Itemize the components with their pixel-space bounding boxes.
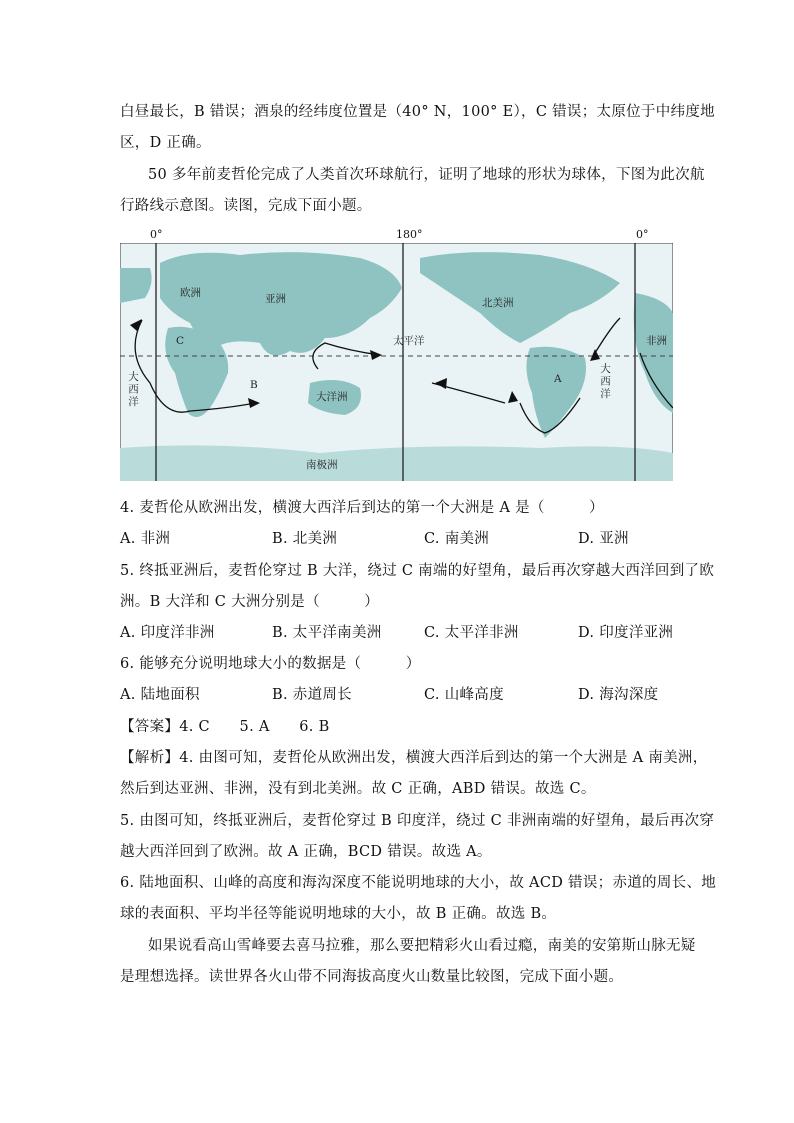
q5-option-b: B. 太平洋南美洲 (272, 625, 382, 641)
next-question-intro: 是理想选择。读世界各火山带不同海拔高度火山数量比较图，完成下面小题。 (120, 969, 624, 985)
q5-option-d: D. 印度洋亚洲 (578, 625, 674, 641)
map-label-a: A (554, 373, 562, 385)
q4-option-c: C. 南美洲 (424, 531, 490, 547)
q4-option-a: A. 非洲 (120, 531, 171, 547)
q5-option-c: C. 太平洋非洲 (424, 625, 519, 641)
q4-option-d: D. 亚洲 (578, 531, 629, 547)
q6-option-c: C. 山峰高度 (424, 687, 504, 703)
map-label-atlantic-left: 大西洋 (127, 371, 139, 409)
analysis-line: 6. 陆地面积、山峰的高度和海沟深度不能说明地球的大小，故 ACD 错误；赤道的周长、地 (120, 875, 717, 891)
analysis-line: 越大西洋回到了欧洲。故 A 正确，BCD 错误。故选 A。 (120, 844, 492, 860)
analysis-line: 【解析】4. 由图可知，麦哲伦从欧洲出发，横渡大西洋后到达的第一个大洲是 A 南美洲， (120, 750, 708, 766)
map-label-pacific: 太平洋 (393, 335, 425, 347)
map-label-europe: 欧洲 (180, 287, 201, 299)
question-5: 5. 终抵亚洲后，麦哲伦穿过 B 大洋，绕过 C 南端的好望角，最后再次穿越大西洋回到了欧 (120, 563, 715, 579)
q5-option-a: A. 印度洋非洲 (120, 625, 215, 641)
question-intro: 50 多年前麦哲伦完成了人类首次环球航行，证明了地球的形状为球体，下图为此次航 (148, 167, 705, 183)
map-label-antarctica: 南极洲 (306, 459, 338, 471)
map-label-atlantic-right: 大西洋 (599, 363, 611, 401)
map-label-b: B (250, 379, 258, 391)
q4-option-b: B. 北美洲 (272, 531, 338, 547)
question-intro: 行路线示意图。读图，完成下面小题。 (120, 198, 372, 214)
q6-option-b: B. 赤道周长 (272, 687, 352, 703)
text-line: 白昼最长，B 错误；酒泉的经纬度位置是（40° N，100° E），C 错误；太原位于中纬度地 (120, 104, 715, 120)
question-4: 4. 麦哲伦从欧洲出发，横渡大西洋后到达的第一个大洲是 A 是（ ） (120, 500, 604, 516)
world-map-figure (120, 243, 673, 481)
longitude-label: 0° (150, 228, 163, 241)
map-label-asia: 亚洲 (265, 293, 286, 305)
question-5: 洲。B 大洋和 C 大洲分别是（ ） (120, 594, 380, 610)
map-label-africa: 非洲 (646, 335, 667, 347)
answer-line: 【答案】4. C 5. A 6. B (120, 719, 330, 735)
map-label-oceania: 大洋洲 (316, 391, 348, 403)
q6-option-d: D. 海沟深度 (578, 687, 659, 703)
question-6: 6. 能够充分说明地球大小的数据是（ ） (120, 656, 421, 672)
text-line: 区，D 正确。 (120, 135, 211, 151)
map-label-north-america: 北美洲 (482, 297, 514, 309)
antarctica-landmass (120, 445, 673, 481)
voyage-route-map (120, 243, 673, 481)
map-label-c: C (176, 335, 185, 347)
analysis-line: 球的表面积、平均半径等能说明地球的大小，故 B 正确。故选 B。 (120, 906, 557, 922)
longitude-label: 180° (396, 228, 423, 241)
analysis-line: 然后到达亚洲、非洲，没有到北美洲。故 C 正确，ABD 错误。故选 C。 (120, 781, 596, 797)
longitude-label: 0° (636, 228, 649, 241)
next-question-intro: 如果说看高山雪峰要去喜马拉雅，那么要把精彩火山看过瘾，南美的安第斯山脉无疑 (148, 938, 696, 954)
analysis-line: 5. 由图可知，终抵亚洲后，麦哲伦穿过 B 印度洋，绕过 C 非洲南端的好望角，最后再次穿 (120, 813, 715, 829)
q6-option-a: A. 陆地面积 (120, 687, 200, 703)
